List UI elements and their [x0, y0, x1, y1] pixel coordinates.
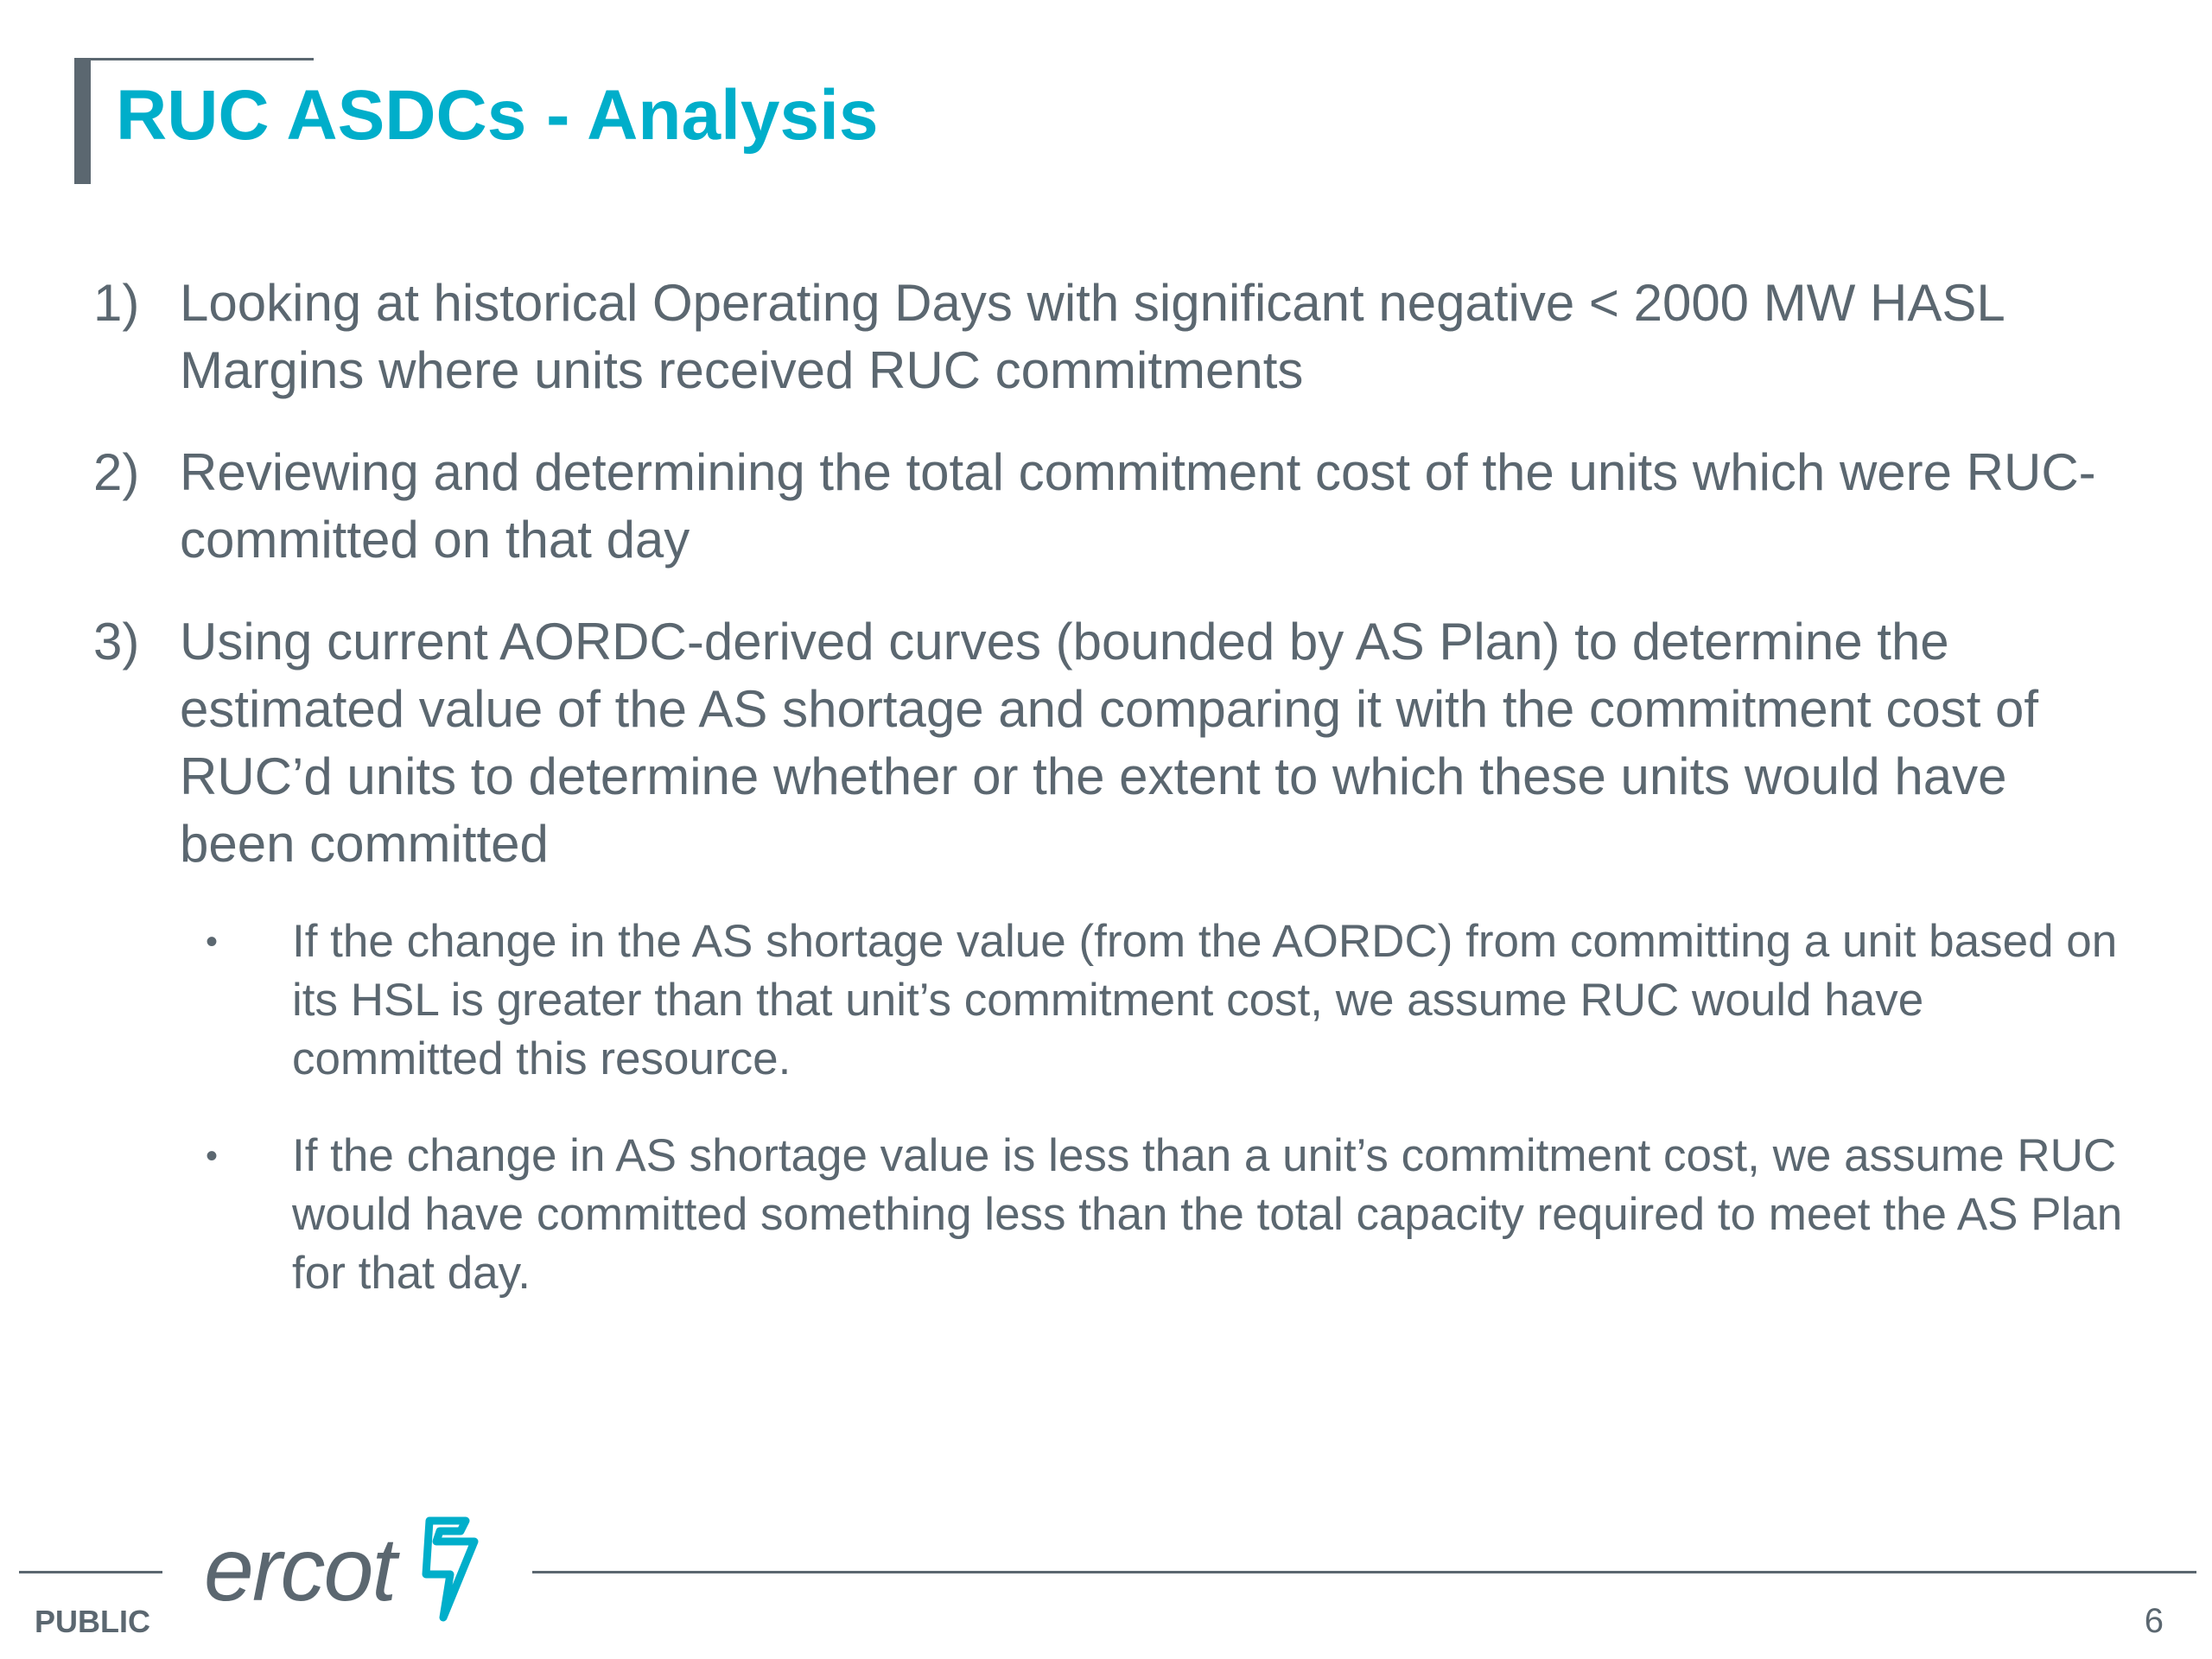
bullet-text: If the change in the AS shortage value (from the AORDC) from committing a unit based on its HSL is greater than that unit’s commitment cost, we assume RUC would have committed this resource.	[292, 916, 2118, 1084]
bullet-icon: •	[206, 1137, 219, 1175]
item-number: 2)	[93, 443, 140, 501]
bullet-text: If the change in AS shortage value is less than a unit’s commitment cost, we assume RUC would have committed something less than the total capacity required to meet the AS Plan for that day.	[292, 1130, 2123, 1299]
bullet-list	[93, 912, 2133, 1303]
item-text: Using current AORDC-derived curves (bounded by AS Plan) to determine the estimated value of the AS shortage and comparing it with the commitment cost of RUC’d units to determine whether or the extent to which these units would have been committed	[180, 613, 2039, 873]
numbered-list	[93, 270, 2133, 878]
list-item	[93, 270, 2133, 404]
slide-content	[93, 270, 2133, 1341]
bullet-icon: •	[206, 923, 219, 961]
item-number: 1)	[93, 274, 140, 332]
logo-wordmark: ercot	[204, 1520, 396, 1620]
title-top-rule	[74, 58, 314, 60]
item-text: Reviewing and determining the total commitment cost of the units which were RUC-committed on that day	[180, 443, 2096, 569]
lightning-bolt-icon	[400, 1514, 486, 1626]
item-number: 3)	[93, 613, 140, 671]
list-item	[93, 439, 2133, 574]
bullet-item	[93, 1127, 2133, 1303]
footer-rule-right	[532, 1571, 2196, 1573]
item-text: Looking at historical Operating Days with significant negative < 2000 MW HASL Margins where units received RUC commitments	[180, 274, 2004, 399]
bullet-item	[93, 912, 2133, 1089]
footer-rule-left	[19, 1571, 162, 1573]
ercot-logo	[204, 1514, 486, 1626]
page-number: 6	[2144, 1602, 2164, 1640]
list-item	[93, 608, 2133, 878]
slide-title: RUC ASDCs - Analysis	[116, 76, 879, 155]
classification-label: PUBLIC	[35, 1604, 150, 1639]
title-accent-bar	[74, 58, 91, 184]
